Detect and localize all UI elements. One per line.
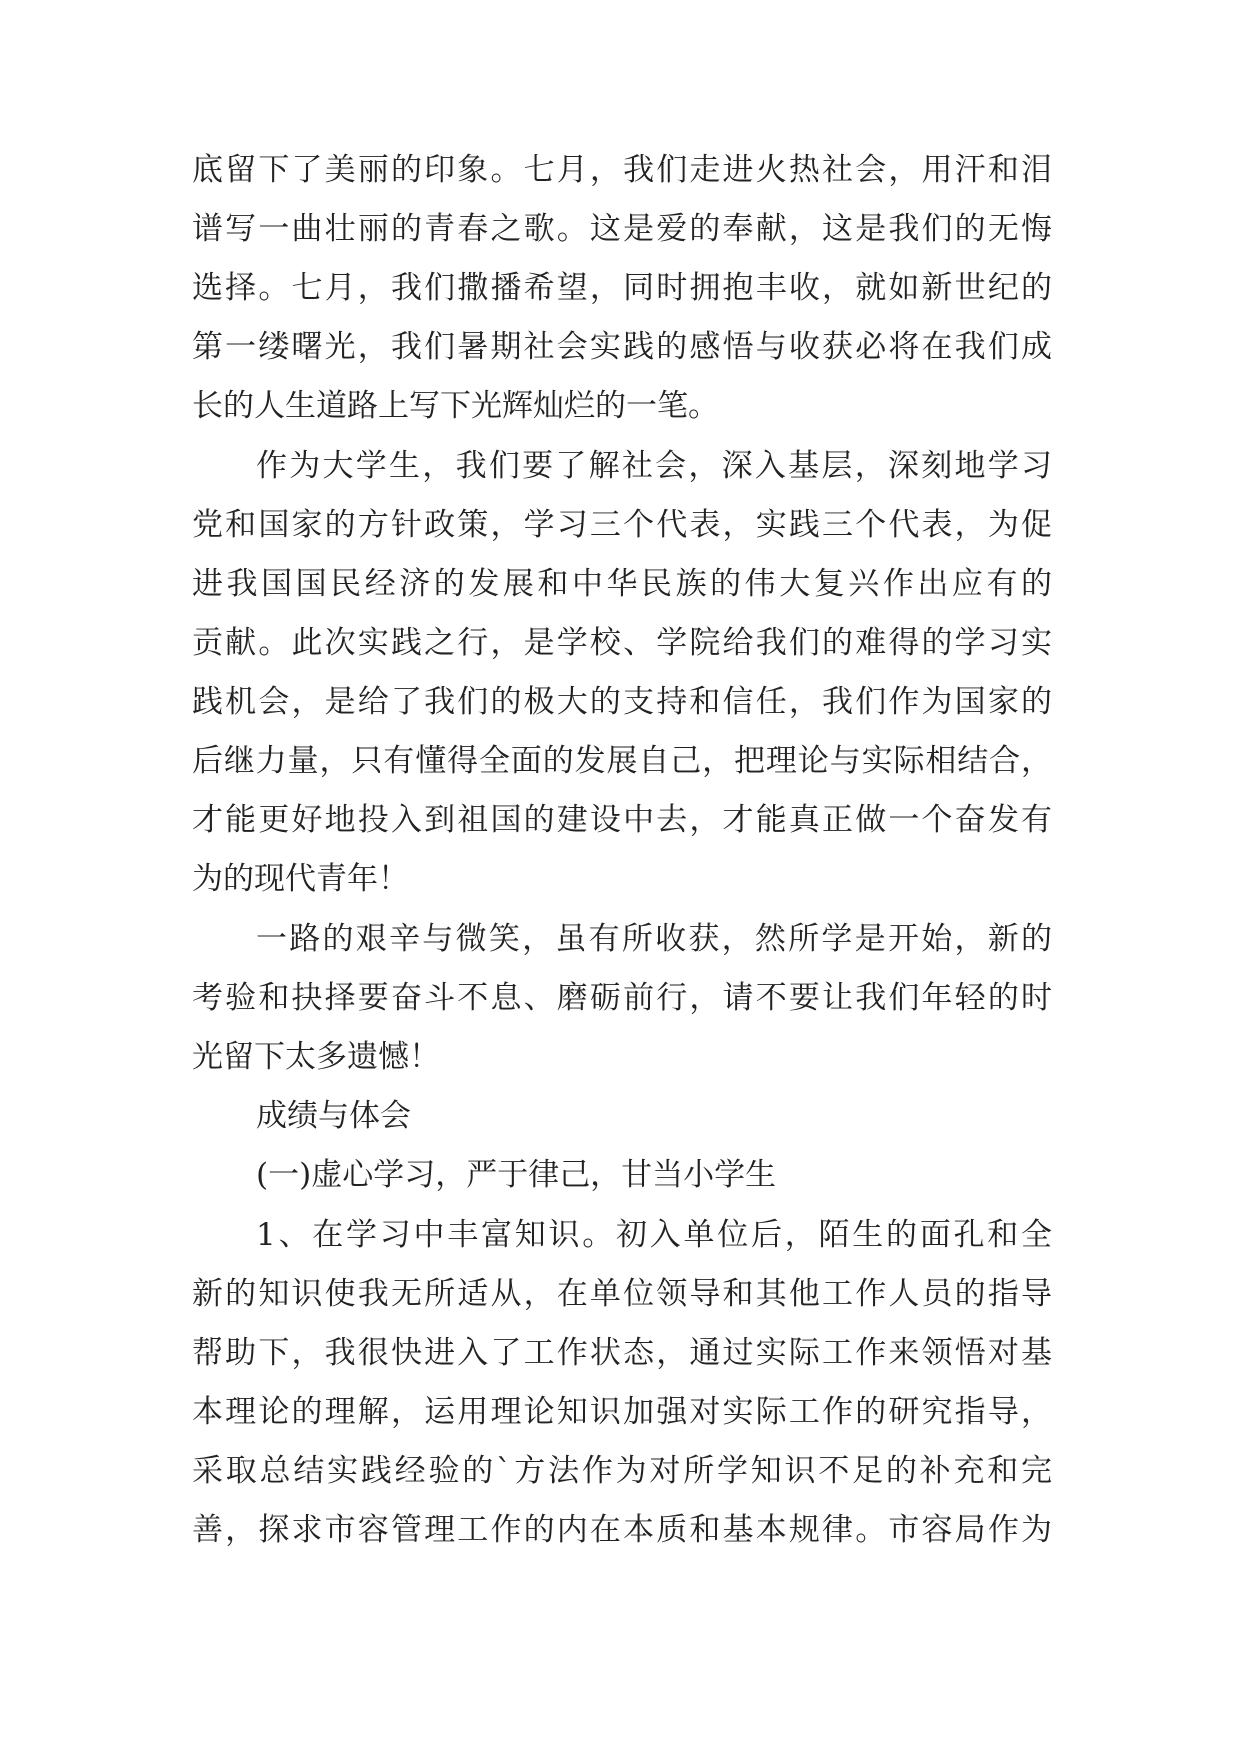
- text-line: 底留下了美丽的印象。七月，我们走进火热社会，用汗和泪: [192, 152, 1052, 188]
- text-line: 贡献。此次实践之行，是学校、学院给我们的难得的学习实: [192, 625, 1052, 661]
- text-line: 践机会，是给了我们的极大的支持和信任，我们作为国家的: [192, 684, 1052, 720]
- text-line: 新的知识使我无所适从，在单位领导和其他工作人员的指导: [192, 1276, 1052, 1312]
- subsection-heading: (一)虚心学习，严于律己，甘当小学生: [256, 1157, 777, 1193]
- text-line: 第一缕曙光，我们暑期社会实践的感悟与收获必将在我们成: [192, 329, 1052, 365]
- text-line: 采取总结实践经验的`方法作为对所学知识不足的补充和完: [192, 1453, 1052, 1489]
- text-line: 长的人生道路上写下光辉灿烂的一笔。: [192, 388, 719, 424]
- text-line: 光留下太多遗憾！: [192, 1039, 440, 1075]
- text-line: 作为大学生，我们要了解社会，深入基层，深刻地学习: [256, 448, 1052, 484]
- text-line: 本理论的理解，运用理论知识加强对实际工作的研究指导，: [192, 1394, 1052, 1430]
- text-line: 帮助下，我很快进入了工作状态，通过实际工作来领悟对基: [192, 1335, 1052, 1371]
- text-line: 1、在学习中丰富知识。初入单位后，陌生的面孔和全: [256, 1217, 1052, 1253]
- text-line: 谱写一曲壮丽的青春之歌。这是爱的奉献，这是我们的无悔: [192, 211, 1052, 247]
- text-line: 善，探求市容管理工作的内在本质和基本规律。市容局作为: [192, 1512, 1052, 1548]
- text-line: 为的现代青年！: [192, 861, 409, 897]
- section-heading: 成绩与体会: [256, 1098, 411, 1134]
- text-line: 党和国家的方针政策，学习三个代表，实践三个代表，为促: [192, 507, 1052, 543]
- text-line: 选择。七月，我们撒播希望，同时拥抱丰收，就如新世纪的: [192, 270, 1052, 306]
- text-line: 后继力量，只有懂得全面的发展自己，把理论与实际相结合，: [192, 743, 1052, 779]
- text-line: 考验和抉择要奋斗不息、磨砺前行，请不要让我们年轻的时: [192, 980, 1052, 1016]
- text-line: 进我国国民经济的发展和中华民族的伟大复兴作出应有的: [192, 566, 1052, 602]
- text-line: 才能更好地投入到祖国的建设中去，才能真正做一个奋发有: [192, 802, 1052, 838]
- text-line: 一路的艰辛与微笑，虽有所收获，然所学是开始，新的: [256, 921, 1052, 957]
